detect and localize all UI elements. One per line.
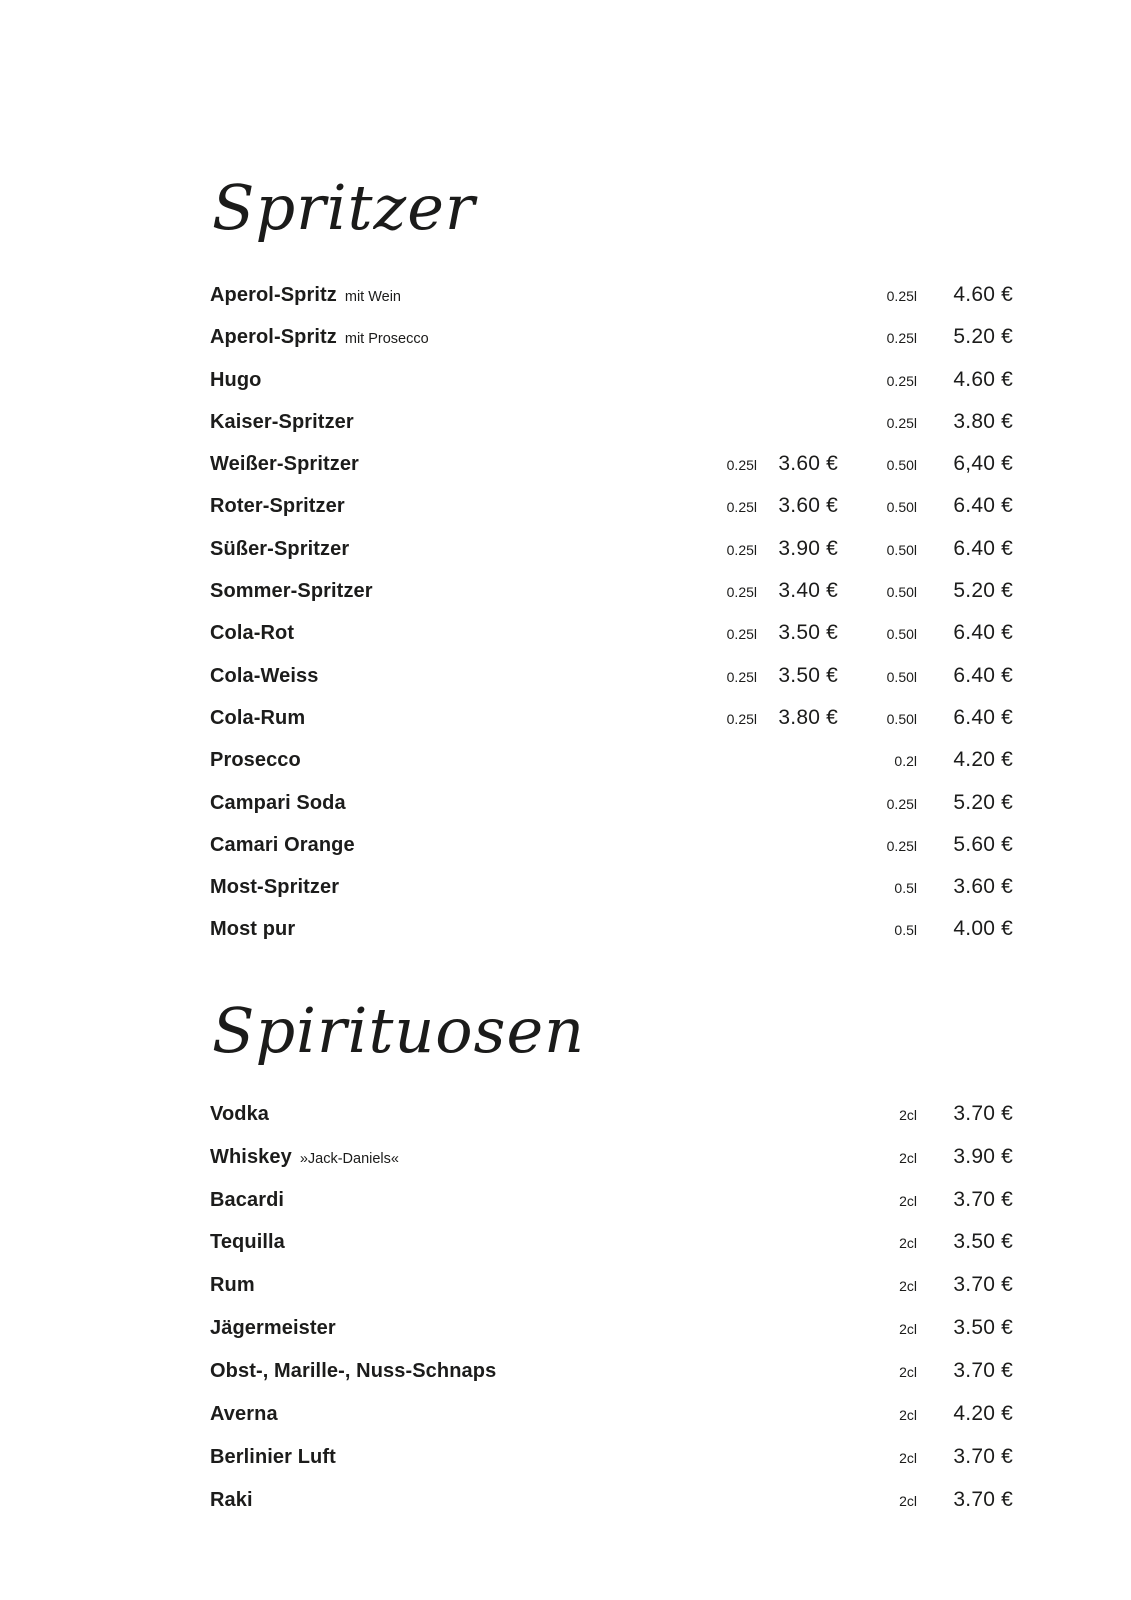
item-name bbox=[210, 1360, 677, 1383]
menu-item-row bbox=[210, 537, 1013, 579]
item-volume-small: 0.25l bbox=[726, 499, 757, 516]
menu-item-list bbox=[210, 1078, 1013, 1531]
item-volume: 0.50l bbox=[886, 457, 917, 474]
item-price: 3.70 € bbox=[953, 1359, 1013, 1383]
item-price: 3.70 € bbox=[953, 1101, 1013, 1125]
item-name bbox=[210, 580, 677, 603]
item-title: Tequilla bbox=[210, 1231, 285, 1254]
item-price: 6.40 € bbox=[953, 621, 1013, 645]
item-volume-small: 0.25l bbox=[726, 710, 757, 727]
item-name bbox=[210, 411, 677, 434]
item-volume: 2cl bbox=[899, 1321, 917, 1338]
item-volume: 0.25l bbox=[886, 414, 917, 431]
item-price-small: 3.50 € bbox=[778, 663, 838, 687]
item-volume: 0.5l bbox=[894, 880, 917, 897]
menu-item-row bbox=[210, 283, 1013, 325]
menu-item-row bbox=[210, 1359, 1013, 1402]
item-price: 3.80 € bbox=[953, 409, 1013, 433]
item-volume: 0.25l bbox=[886, 330, 917, 347]
item-title: Cola-Rum bbox=[210, 706, 306, 729]
item-name bbox=[210, 749, 677, 772]
item-name bbox=[210, 1446, 677, 1469]
menu-item-row bbox=[210, 579, 1013, 621]
item-price: 4.60 € bbox=[953, 367, 1013, 391]
menu-item-row bbox=[210, 875, 1013, 917]
item-price-small: 3.90 € bbox=[778, 536, 838, 560]
menu-item-row bbox=[210, 1316, 1013, 1359]
item-note: mit Prosecco bbox=[344, 331, 429, 348]
item-title: Sommer-Spritzer bbox=[210, 580, 373, 603]
menu-item-row bbox=[210, 1273, 1013, 1316]
item-price: 3.70 € bbox=[953, 1273, 1013, 1297]
item-name bbox=[210, 1274, 677, 1297]
section-spirituosen bbox=[210, 988, 1013, 1531]
item-volume: 0.50l bbox=[886, 626, 917, 643]
menu-item-row bbox=[210, 706, 1013, 748]
item-price-small: 3.40 € bbox=[778, 579, 838, 603]
item-name bbox=[210, 1317, 677, 1340]
item-price-small: 3.60 € bbox=[778, 494, 838, 518]
item-price: 4.20 € bbox=[953, 1401, 1013, 1425]
section-heading: Spirituosen bbox=[212, 993, 586, 1067]
menu-item-row bbox=[210, 621, 1013, 663]
item-name bbox=[210, 792, 677, 815]
menu-item-row bbox=[210, 833, 1013, 875]
item-volume: 0.50l bbox=[886, 668, 917, 685]
item-volume-small: 0.25l bbox=[726, 584, 757, 601]
item-volume: 2cl bbox=[899, 1278, 917, 1295]
item-price: 5.60 € bbox=[953, 832, 1013, 856]
item-name bbox=[210, 918, 677, 941]
item-title: Kaiser-Spritzer bbox=[210, 410, 354, 433]
item-price: 5.20 € bbox=[953, 790, 1013, 814]
item-name bbox=[210, 538, 677, 561]
item-volume: 0.50l bbox=[886, 499, 917, 516]
item-price: 6,40 € bbox=[953, 452, 1013, 476]
item-price: 3.50 € bbox=[953, 1230, 1013, 1254]
item-volume: 2cl bbox=[899, 1492, 917, 1509]
item-price-small: 3.60 € bbox=[778, 452, 838, 476]
item-volume-small: 0.25l bbox=[726, 457, 757, 474]
item-title: Hugo bbox=[210, 368, 262, 391]
item-price: 5.20 € bbox=[953, 579, 1013, 603]
item-volume: 2cl bbox=[899, 1364, 917, 1381]
menu-item-row bbox=[210, 1402, 1013, 1445]
item-volume: 0.5l bbox=[894, 922, 917, 939]
item-price: 3.70 € bbox=[953, 1187, 1013, 1211]
menu-item-row bbox=[210, 452, 1013, 494]
item-name bbox=[210, 707, 677, 730]
item-name bbox=[210, 1403, 677, 1426]
item-price: 4.00 € bbox=[953, 917, 1013, 941]
item-volume-small: 0.25l bbox=[726, 626, 757, 643]
item-volume: 0.25l bbox=[886, 837, 917, 854]
item-title: Most pur bbox=[210, 918, 296, 941]
item-note: mit Wein bbox=[344, 289, 401, 305]
item-price: 6.40 € bbox=[953, 536, 1013, 560]
item-title: Vodka bbox=[210, 1102, 270, 1125]
item-name bbox=[210, 1146, 677, 1169]
item-price: 6.40 € bbox=[953, 494, 1013, 518]
menu-item-row bbox=[210, 325, 1013, 367]
item-volume: 0.50l bbox=[886, 710, 917, 727]
menu-item-row bbox=[210, 1445, 1013, 1488]
menu-item-row bbox=[210, 1230, 1013, 1273]
item-price: 5.20 € bbox=[953, 325, 1013, 349]
item-name bbox=[210, 1489, 677, 1512]
item-price: 6.40 € bbox=[953, 663, 1013, 687]
item-volume: 0.25l bbox=[886, 288, 917, 304]
section-heading: Spritzer bbox=[212, 171, 476, 244]
menu-item-list bbox=[210, 255, 1013, 960]
item-title: Bacardi bbox=[210, 1188, 285, 1211]
item-name bbox=[210, 665, 677, 688]
item-volume: 2cl bbox=[899, 1149, 917, 1166]
item-name bbox=[210, 1189, 677, 1212]
item-title: Aperol-Spritz bbox=[210, 326, 337, 349]
menu-item-row bbox=[210, 748, 1013, 790]
item-price: 3.60 € bbox=[953, 875, 1013, 899]
menu-item-row bbox=[210, 917, 1013, 959]
item-name bbox=[210, 495, 677, 518]
item-name bbox=[210, 876, 677, 899]
item-price: 3.90 € bbox=[953, 1144, 1013, 1168]
item-price: 3.70 € bbox=[953, 1487, 1013, 1511]
item-title: Weißer-Spritzer bbox=[210, 453, 359, 476]
menu-item-row bbox=[210, 410, 1013, 452]
item-price: 3.50 € bbox=[953, 1316, 1013, 1340]
item-name bbox=[210, 622, 677, 645]
item-title: Jägermeister bbox=[210, 1317, 336, 1340]
item-title: Whiskey bbox=[210, 1145, 292, 1168]
item-name bbox=[210, 453, 677, 476]
item-title: Most-Spritzer bbox=[210, 876, 340, 899]
item-price: 3.70 € bbox=[953, 1444, 1013, 1468]
item-price: 6.40 € bbox=[953, 705, 1013, 729]
item-title: Prosecco bbox=[210, 749, 301, 772]
menu-item-row bbox=[210, 1102, 1013, 1145]
item-volume: 0.50l bbox=[886, 541, 917, 558]
item-title: Cola-Weiss bbox=[210, 664, 319, 687]
item-price: 4.60 € bbox=[953, 283, 1013, 306]
item-title: Rum bbox=[210, 1274, 255, 1297]
item-name bbox=[210, 326, 677, 349]
item-title: Obst-, Marille-, Nuss-Schnaps bbox=[210, 1360, 497, 1383]
item-name bbox=[210, 284, 677, 307]
item-name bbox=[210, 1103, 677, 1126]
menu-item-row bbox=[210, 1145, 1013, 1188]
item-volume: 2cl bbox=[899, 1192, 917, 1209]
item-title: Raki bbox=[210, 1488, 253, 1511]
item-volume-small: 0.25l bbox=[726, 541, 757, 558]
item-title: Averna bbox=[210, 1402, 278, 1425]
item-volume: 0.25l bbox=[886, 372, 917, 389]
item-price-small: 3.80 € bbox=[778, 705, 838, 729]
menu-item-row bbox=[210, 1188, 1013, 1231]
item-volume: 2cl bbox=[899, 1406, 917, 1423]
item-title: Cola-Rot bbox=[210, 622, 295, 645]
item-volume-small: 0.25l bbox=[726, 668, 757, 685]
menu-item-row bbox=[210, 494, 1013, 536]
section-spritzer bbox=[210, 165, 1013, 960]
item-title: Süßer-Spritzer bbox=[210, 537, 350, 560]
item-price: 4.20 € bbox=[953, 748, 1013, 772]
item-volume: 2cl bbox=[899, 1449, 917, 1466]
item-price-small: 3.50 € bbox=[778, 621, 838, 645]
menu-item-row bbox=[210, 791, 1013, 833]
item-title: Aperol-Spritz bbox=[210, 284, 337, 306]
item-volume: 0.2l bbox=[894, 753, 917, 770]
item-name bbox=[210, 369, 677, 392]
menu-item-row bbox=[210, 368, 1013, 410]
item-note: »Jack-Daniels« bbox=[299, 1150, 399, 1167]
item-name bbox=[210, 834, 677, 857]
item-title: Camari Orange bbox=[210, 833, 355, 856]
item-name bbox=[210, 1231, 677, 1254]
item-title: Roter-Spritzer bbox=[210, 495, 345, 518]
item-volume: 0.25l bbox=[886, 795, 917, 812]
item-volume: 2cl bbox=[899, 1106, 917, 1123]
menu-item-row bbox=[210, 664, 1013, 706]
item-volume: 0.50l bbox=[886, 584, 917, 601]
item-title: Berlinier Luft bbox=[210, 1445, 336, 1468]
item-title: Campari Soda bbox=[210, 791, 346, 814]
item-volume: 2cl bbox=[899, 1235, 917, 1252]
menu-item-row bbox=[210, 1488, 1013, 1531]
